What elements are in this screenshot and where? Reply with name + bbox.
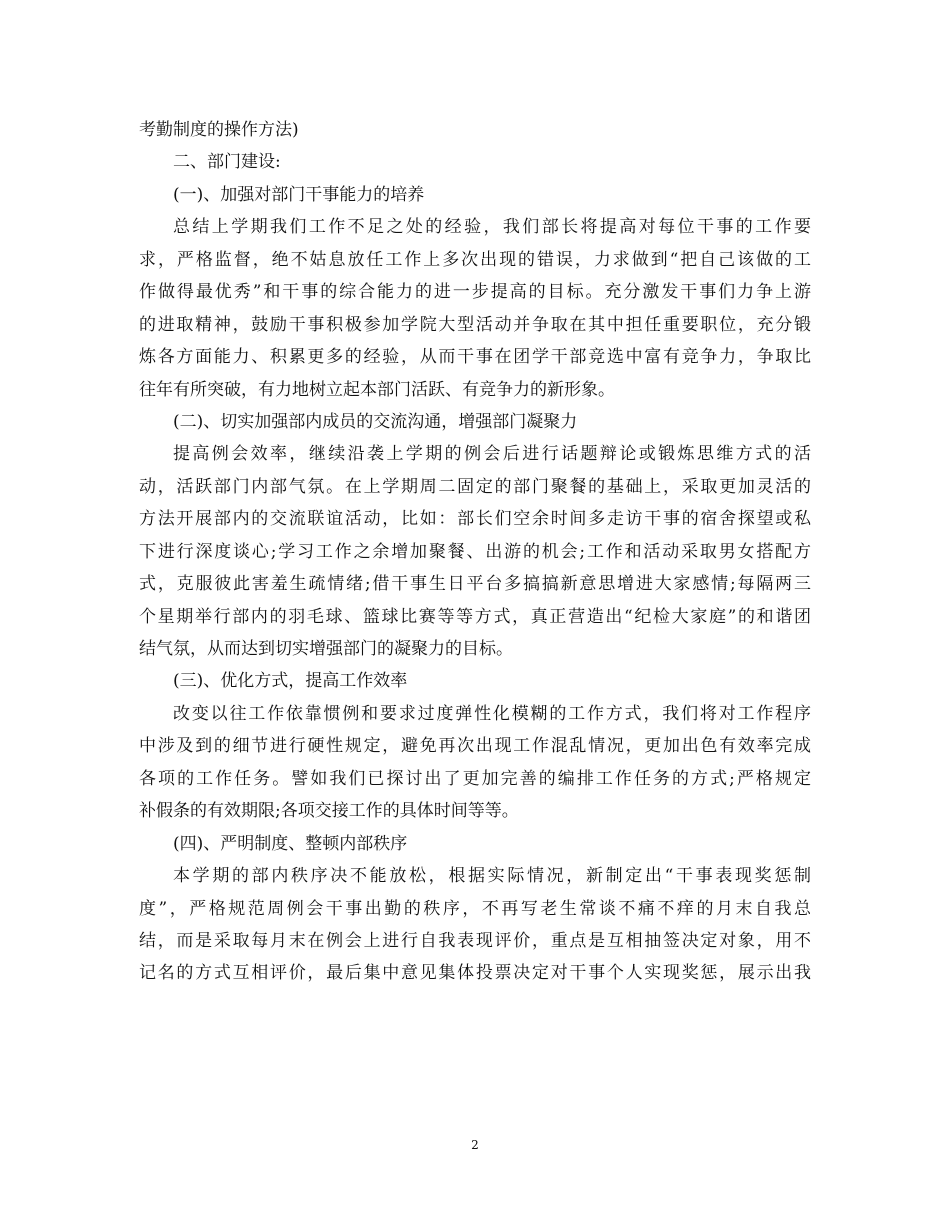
text-line: 度”，严格规范周例会干事出勤的秩序，不再写老生常谈不痛不痒的月末自我总 <box>139 898 811 919</box>
text-line: 个星期举行部内的羽毛球、篮球比赛等等方式，真正营造出“纪检大家庭”的和谐团 <box>139 606 811 627</box>
text-line: (二)、切实加强部内成员的交流沟通，增强部门凝聚力 <box>173 411 578 432</box>
text-line: 方法开展部内的交流联谊活动，比如：部长们空余时间多走访干事的宿舍探望或私 <box>139 509 811 530</box>
text-line: 各项的工作任务。譬如我们已探讨出了更加完善的编排工作任务的方式;严格规定 <box>139 768 811 789</box>
page-number: 2 <box>471 1138 479 1152</box>
text-line: 式，克服彼此害羞生疏情绪;借干事生日平台多搞搞新意思增进大家感情;每隔两三 <box>139 574 811 595</box>
text-line: 结气氛，从而达到切实增强部门的凝聚力的目标。 <box>139 639 513 659</box>
text-line: 中涉及到的细节进行硬性规定，避免再次出现工作混乱情况，更加出色有效率完成 <box>139 736 811 757</box>
text-line: 记名的方式互相评价，最后集中意见集体投票决定对干事个人实现奖惩，展示出我 <box>139 963 811 984</box>
text-line: 动，活跃部门内部气氛。在上学期周二固定的部门聚餐的基础上，采取更加灵活的 <box>139 476 811 497</box>
text-line: 炼各方面能力、积累更多的经验，从而干事在团学干部竞选中富有竞争力，争取比 <box>139 347 811 368</box>
text-line: 改变以往工作依靠惯例和要求过度弹性化模糊的工作方式，我们将对工作程序 <box>173 703 811 724</box>
text-line: 作做得最优秀”和干事的综合能力的进一步提高的目标。充分激发干事们力争上游 <box>139 282 811 303</box>
text-line: 求，严格监督，绝不姑息放任工作上多次出现的错误，力求做到“把自己该做的工 <box>139 249 811 270</box>
text-line: 结，而是采取每月末在例会上进行自我表现评价，重点是互相抽签决定对象，用不 <box>139 930 811 951</box>
text-line: (一)、加强对部门干事能力的培养 <box>173 184 425 205</box>
text-line: 下进行深度谈心;学习工作之余增加聚餐、出游的机会;工作和活动采取男女搭配方 <box>139 541 811 562</box>
text-line: (四)、严明制度、整顿内部秩序 <box>173 833 408 854</box>
text-line: 的进取精神，鼓励干事积极参加学院大型活动并争取在其中担任重要职位，充分锻 <box>139 314 811 335</box>
body-text <box>139 114 811 990</box>
text-line: 总结上学期我们工作不足之处的经验，我们部长将提高对每位干事的工作要 <box>173 217 811 238</box>
text-line: (三)、优化方式，提高工作效率 <box>173 671 408 692</box>
text-line: 二、部门建设: <box>173 152 281 173</box>
text-line: 提高例会效率，继续沿袭上学期的例会后进行话题辩论或锻炼思维方式的活 <box>173 444 811 465</box>
text-line: 补假条的有效期限;各项交接工作的具体时间等等。 <box>139 801 519 822</box>
text-line: 本学期的部内秩序决不能放松，根据实际情况，新制定出“干事表现奖惩制 <box>173 866 811 887</box>
text-line: 往年有所突破，有力地树立起本部门活跃、有竞争力的新形象。 <box>139 379 615 400</box>
text-line: 考勤制度的操作方法) <box>139 120 299 140</box>
